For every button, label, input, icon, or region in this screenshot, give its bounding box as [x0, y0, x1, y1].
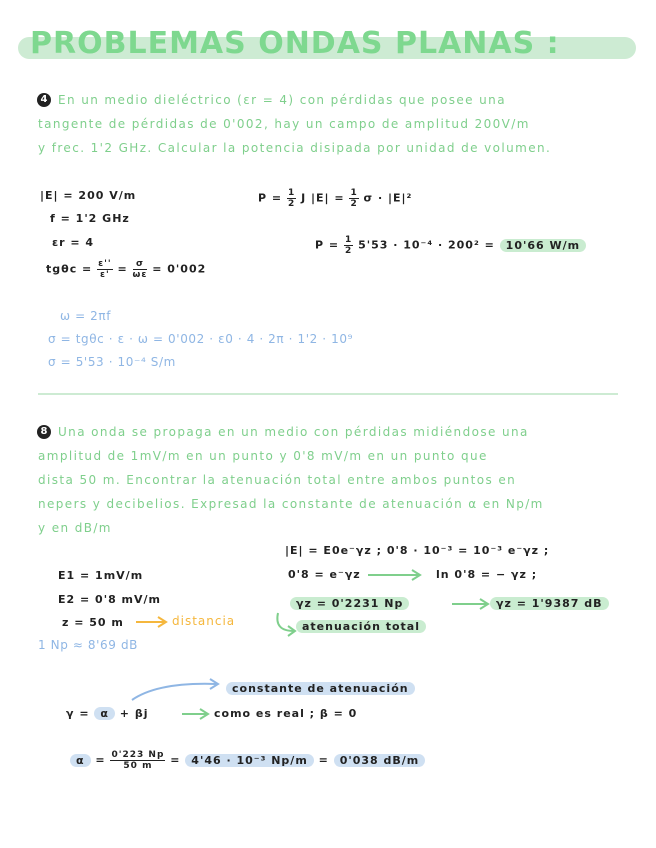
loss-tangent-row: tgθc = $\frac{\varepsilon''}{\varepsilon'}$ = $\frac{\sigma}{\omega\varepsilon}$ = 0'002: [46, 259, 207, 280]
given-frequency: f = 1'2 GHz: [50, 212, 130, 225]
power-formula: P = $\frac{1}{2}$ J |E| = $\frac{1}{2}$ σ · |E|²: [258, 188, 413, 209]
np-db-conversion: 1 Np ≈ 8'69 dB: [38, 638, 138, 652]
problem-8-text-line: amplitud de 1mV/m en un punto y 0'8 mV/m en un punto que: [38, 449, 488, 463]
sigma-result-line: σ = 5'53 · 10⁻⁴ S/m: [48, 355, 176, 369]
page-title: PROBLEMAS ONDAS PLANAS :: [30, 26, 560, 61]
problem-8-text-line: nepers y decibelios. Expresad la constante de atenuación α en Np/m: [38, 497, 544, 511]
alpha-db-value: 0'038 dB/m: [334, 754, 426, 767]
problem-8-text-line: dista 50 m. Encontrar la atenuación total entre ambos puntos en: [38, 473, 517, 487]
attenuation-constant-label: constante de atenuación: [226, 682, 415, 695]
real-note: como es real ; β = 0: [214, 707, 358, 720]
problem-4-text-line: tangente de pérdidas de 0'002, hay un campo de amplitud 200V/m: [38, 117, 530, 131]
arrow-icon: [366, 569, 426, 581]
alpha-fraction: $\frac{0'223 Np}{50 m}$: [111, 750, 165, 771]
fraction-sigma: $\frac{\sigma}{\omega\varepsilon}$: [132, 259, 148, 280]
arrow-icon: [134, 616, 170, 628]
problem-4-number: 4: [37, 93, 51, 107]
omega-line: ω = 2πf: [60, 309, 112, 323]
problem-8-number: 8: [37, 425, 51, 439]
loss-tangent-label: tgθc =: [46, 262, 93, 276]
power-result-highlight: 10'66 W/m: [500, 239, 586, 252]
power-result: P = $\frac{1}{2}$ 5'53 · 10⁻⁴ · 200² = 10'66 W/m: [315, 235, 586, 256]
problem-4-text-line: En un medio dieléctrico (εr = 4) con pérdidas que posee una: [58, 93, 506, 107]
given-e2: E2 = 0'8 mV/m: [58, 593, 162, 606]
log-equation: ln 0'8 = − γz ;: [436, 568, 538, 581]
attenuation-db: γz = 1'9387 dB: [490, 597, 609, 610]
given-field: |E| = 200 V/m: [40, 189, 137, 202]
problem-8-text-line: y en dB/m: [38, 521, 112, 535]
arrow-icon: [450, 598, 494, 610]
alpha-highlight: α: [94, 707, 115, 720]
loss-tangent-value: = 0'002: [152, 262, 207, 276]
alpha-np-value: 4'46 · 10⁻³ Np/m: [185, 754, 314, 767]
arrow-icon: [180, 708, 212, 720]
problem-4-text-line: y frec. 1'2 GHz. Calcular la potencia disipada por unidad de volumen.: [38, 141, 552, 155]
fraction-eps: $\frac{\varepsilon''}{\varepsilon'}$: [98, 259, 112, 280]
total-attenuation-label: atenuación total: [296, 620, 426, 633]
problem-8-text-line: Una onda se propaga en un medio con pérdidas midiéndose una: [58, 425, 529, 439]
gamma-equation: γ = α + βj: [66, 707, 149, 720]
attenuation-np: γz = 0'2231 Np: [290, 597, 409, 610]
field-equation: |E| = E0e⁻γz ; 0'8 · 10⁻³ = 10⁻³ e⁻γz ;: [285, 544, 550, 557]
alpha-equation: α = $\frac{0'223 Np}{50 m}$ = 4'46 · 10⁻³ Np/m = 0'038 dB/m: [70, 750, 425, 771]
given-permittivity: εr = 4: [52, 236, 95, 249]
curved-arrow-icon: [128, 678, 224, 702]
sigma-calc-line: σ = tgθc · ε · ω = 0'002 · ε0 · 4 · 2π · 1'2 · 10⁹: [48, 332, 353, 346]
given-e1: E1 = 1mV/m: [58, 569, 144, 582]
distance-label: distancia: [172, 614, 236, 628]
section-divider: [38, 393, 618, 395]
ratio-equation: 0'8 = e⁻γz: [288, 568, 361, 581]
given-distance: z = 50 m: [62, 616, 124, 629]
